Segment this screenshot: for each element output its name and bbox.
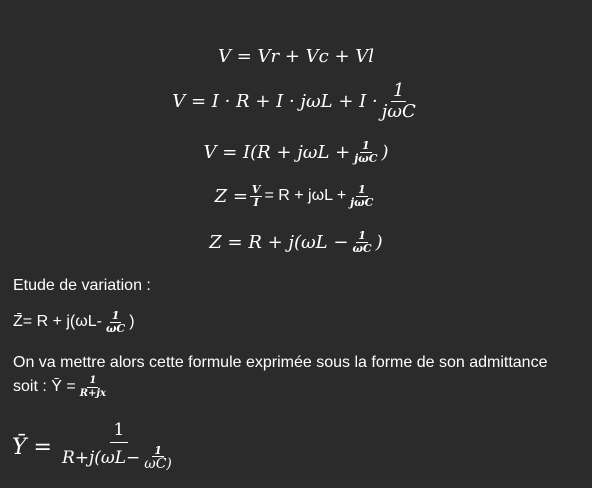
equation-5-fraction [350, 230, 373, 255]
admittance-paragraph: On va mettre alors cette formule exprimée sous la forme de son admittance [13, 354, 548, 371]
equation-3 [0, 140, 592, 165]
equation-4-prefix: Z = [214, 185, 248, 207]
fraction-numerator: 1 [154, 443, 162, 457]
equation-2-fraction [380, 82, 418, 122]
fraction-denominator: jωC [350, 195, 374, 209]
final-den-prefix: R+j(ωL− [61, 448, 141, 469]
equation-1 [0, 46, 592, 67]
fraction-numerator: 1 [358, 229, 366, 242]
final-main-fraction [60, 422, 178, 473]
equation-4 [0, 184, 592, 209]
soit-prefix: soit : Ȳ = [13, 378, 76, 396]
fraction-numerator: 1 [111, 309, 120, 322]
soit-line [13, 376, 110, 399]
final-admittance-equation [12, 422, 180, 473]
fraction-numerator: V [251, 183, 261, 196]
final-numerator: 1 [110, 422, 129, 443]
equation-2-prefix: V = I · R + I · jωL + I · [172, 91, 378, 113]
final-denominator [60, 443, 178, 473]
z-bar-suffix: ) [129, 313, 135, 331]
equation-1-text: V = Vr + Vc + Vl [217, 46, 374, 67]
fraction-denominator: R+jx [79, 387, 106, 399]
fraction-denominator: ωC [105, 321, 126, 335]
final-den-fraction [142, 445, 174, 473]
final-lhs: Ȳ = [12, 434, 52, 460]
equation-5-suffix: ) [375, 231, 383, 253]
equation-5-prefix: Z = R + j(ωL − [209, 231, 349, 253]
z-bar-prefix: Z̄= R + j(ωL- [13, 313, 102, 331]
equation-4-fraction-jwc [348, 184, 375, 209]
equation-3-prefix: V = I(R + jωL + [203, 141, 351, 163]
fraction-denominator: ωC [352, 241, 372, 255]
fraction-denominator: jωC [354, 151, 378, 165]
equation-4-fraction-vi [250, 184, 263, 209]
z-bar-fraction [104, 310, 127, 335]
equation-3-suffix: ) [381, 141, 389, 163]
fraction-numerator: 1 [357, 183, 366, 196]
fraction-numerator: 1 [362, 139, 370, 152]
equation-4-mid: = R + jωL + [264, 187, 347, 205]
fraction-denominator: jωC [381, 100, 416, 122]
soit-fraction [78, 376, 108, 399]
section-heading: Etude de variation : [13, 277, 151, 294]
equation-2 [0, 82, 592, 122]
fraction-denominator: ωC) [144, 456, 172, 473]
equation-5 [0, 230, 592, 255]
z-bar-line [13, 310, 135, 335]
fraction-numerator: 1 [89, 375, 97, 386]
equation-3-fraction [352, 140, 379, 165]
fraction-denominator: I [253, 195, 259, 209]
fraction-numerator: 1 [392, 80, 405, 101]
